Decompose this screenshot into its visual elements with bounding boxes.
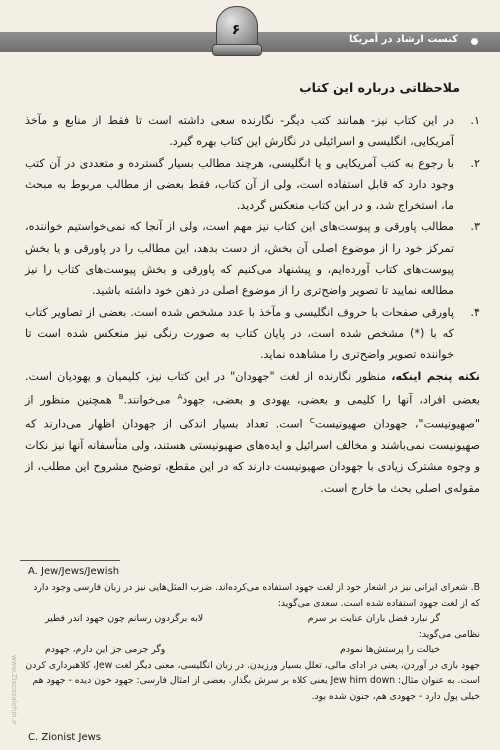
item-number: ۱. xyxy=(470,114,480,127)
item-text: در این کتاب نیز- همانند کتب دیگر- نگارنده سعی داشته است تا فقط از منابع و مآخذ آمریکایی، انگلیسی و اسرائیلی در نگارش این کتاب بهره گیرد. xyxy=(25,114,454,149)
item-number: ۴. xyxy=(470,305,480,319)
footnote-b-text: جهود بازی در آوردن، یعنی در ادای مالی، تعلل بسیار ورزیدن. در زبان انگلیسی، معنی دیگر لغت Jew، کلاهبرداری کردن است. به عنوان مثال: Jew him down یعنی کلاه بر سرش بگذار. بعضی از امثال فارسی: جهود خون دیده - جهود هم خیلی پول دارد - جهودی هم، جنون شده بود. xyxy=(25,659,480,702)
note-text: است. تعداد بسیار اندکی از جهودان اظهار می‌دارند که صهیونیست نمی‌باشند و مخالف اسرائیل و ایده‌های صهیونیستی هستند، ولی متأسفانه آنها نیز نکات و وجوه مشترک زیادی با جهودان صهیونیست دارند که در این مقطع، توضیح مشروح این مطلب، از مقوله‌ی اصلی بحث ما خارج است. xyxy=(25,417,480,495)
verse-hemistich: لابه برگردون رسانم چون جهود اندر فطیر xyxy=(45,613,204,624)
item-number: ۲. xyxy=(470,156,480,170)
footnote-c: C. Zionist Jews xyxy=(28,732,102,743)
verse-hemistich: وگر جرمی جز این دارم، جهودم xyxy=(45,644,166,655)
footnote-a: A. Jew/Jews/Jewish xyxy=(28,566,120,577)
verse-hemistich: گر نبارد فضل باران عنایت بر سرم xyxy=(307,613,440,624)
page-number: ۶ xyxy=(231,22,241,38)
list-item xyxy=(25,216,480,301)
footnote-marker-a: A xyxy=(177,392,183,401)
nezami-verse xyxy=(25,642,480,658)
note-lead: نکته پنجم اینکه، xyxy=(391,369,480,383)
fifth-note-paragraph xyxy=(25,366,480,499)
list-item xyxy=(25,153,480,217)
footnote-marker-b: B xyxy=(118,392,124,401)
watermark: www.Ziaossalehin.ir xyxy=(10,655,18,725)
verse-hemistich: خیالت را پرستش‌ها نمودم xyxy=(340,644,440,655)
footnote-marker-c: C xyxy=(309,416,315,425)
list-item xyxy=(25,302,480,366)
note-text: می‌خوانند. xyxy=(123,393,171,407)
footnote-b xyxy=(25,580,480,704)
item-text: مطالب پاورقی و پیوست‌های این کتاب نیز مهم است، ولی از آنجا که نمی‌خواستیم خواننده، تمرکز خود را از موضوع اصلی آن بخش، از دست بدهد، این مطالب را در پاورقی و یا بخش پیوست‌های کتاب آورده‌ایم، و پیشنهاد می‌کنیم که پاورقی و بخش پیوست‌های کتاب را نیز مطالعه نمایید تا تصویر واضح‌تری را از موضوع اصلی در ذهن خود داشته باشید. xyxy=(25,220,454,298)
bell-ornament-icon xyxy=(212,0,260,56)
note-text: منظور نگارنده از لغت "جهودان" در این کتاب نیز، کلیمیان و یهودیان است. بعضی افراد، آنها را کلیمی و بعضی، یهودی و بعضی، جهود xyxy=(25,369,481,407)
footnote-b-intro: B. شعرای ایرانی نیز در اشعار خود از لغت جهود استفاده می‌کرده‌اند. ضرب المثل‌هایی نیز در زبان فارسی وجود دارد که از لغت جهود استفاده شده است. سعدی می‌گوید: xyxy=(33,582,480,609)
saadi-verse xyxy=(25,611,480,627)
item-text: پاورقی صفحات با حروف انگلیسی و مآخذ با عدد مشخص شده است. بعضی از تصاویر کتاب که با (*) مشخص شده است، در پایان کتاب به صورت رنگی نیز منعکس شده است تا خواننده تصویر واضح‌تری را مشاهده نماید. xyxy=(25,305,454,362)
list-item xyxy=(25,110,480,153)
bell-rim xyxy=(212,44,262,56)
item-text: با رجوع به کتب آمریکایی و یا انگلیسی، هرچند مطالب بسیار گسترده و متعددی در آن کتب وجود دارد که قابل استفاده است، ولی از آن کتاب، فقط بعضی از مطالب مربوط به مبحث ما، استخراج شد، و در این کتاب منعکس گردید. xyxy=(25,156,454,213)
running-title: کنست ارشاد در آمریکا xyxy=(348,34,458,45)
header-bullet-icon xyxy=(471,38,478,45)
section-heading: ملاحظاتی درباره این کتاب xyxy=(299,80,460,95)
footnote-divider xyxy=(20,560,120,561)
page-header xyxy=(0,0,500,62)
nezami-intro: نظامی می‌گوید: xyxy=(418,628,480,640)
note-text: همچنین منظور از "صهیونیست"، جهودان صهیونیست xyxy=(25,393,480,431)
main-body xyxy=(25,110,480,499)
item-number: ۳. xyxy=(470,220,480,234)
